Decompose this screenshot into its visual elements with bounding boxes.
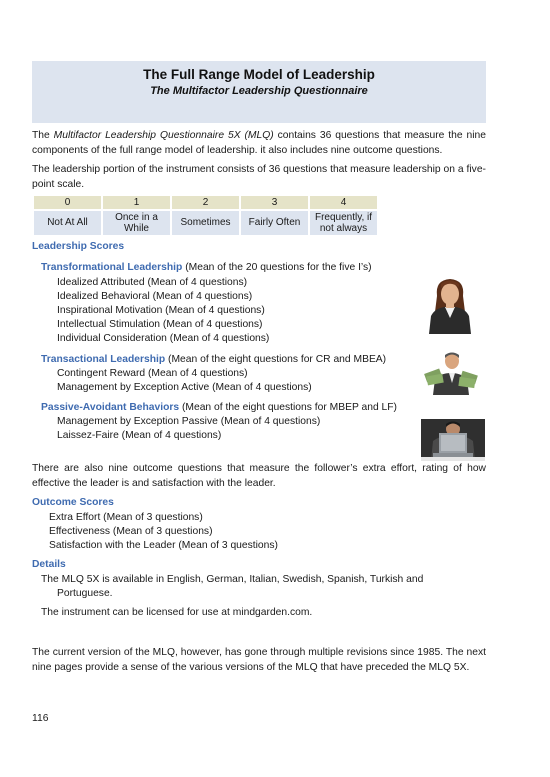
scale-label: Fairly Often — [241, 211, 308, 235]
list-item: Management by Exception Active (Mean of 4 questions) — [57, 382, 312, 393]
scale-number: 3 — [241, 196, 308, 211]
list-item: Idealized Attributed (Mean of 4 questions) — [57, 277, 248, 288]
list-item: Extra Effort (Mean of 3 questions) — [49, 512, 203, 523]
intro-paragraph-1: The Multifactor Leadership Questionnaire 5X (MLQ) contains 36 questions that measure the nine components of the full range model of leadership. it also includes nine outcome questions. — [32, 130, 487, 156]
page-title: The Full Range Model of Leadership — [143, 67, 375, 82]
person-behind-laptop-photo — [421, 419, 485, 461]
list-item: Laissez-Faire (Mean of 4 questions) — [57, 430, 222, 441]
transformational-heading: Transformational Leadership (Mean of the 20 questions for the five I’s) — [41, 262, 372, 273]
mlq-name: Multifactor Leadership Questionnaire 5X (MLQ) — [53, 130, 274, 141]
scale-number: 0 — [34, 196, 101, 211]
passive-avoidant-heading: Passive-Avoidant Behaviors (Mean of the eight questions for MBEP and LF) — [41, 402, 397, 413]
list-item: Inspirational Motivation (Mean of 4 questions) — [57, 305, 265, 316]
title-banner — [32, 61, 486, 123]
scale-label: Once in a While — [103, 211, 170, 235]
transactional-heading: Transactional Leadership (Mean of the eight questions for CR and MBEA) — [41, 354, 387, 365]
businesswoman-photo — [421, 274, 479, 334]
list-item: Contingent Reward (Mean of 4 questions) — [57, 368, 248, 379]
details-language-line-cont: Portuguese. — [57, 588, 113, 599]
page-subtitle: The Multifactor Leadership Questionnaire — [150, 85, 368, 97]
list-item: Individual Consideration (Mean of 4 questions) — [57, 333, 270, 344]
scale-label: Not At All — [34, 211, 101, 235]
man-with-money-photo — [423, 349, 479, 395]
list-item: Effectiveness (Mean of 3 questions) — [49, 526, 213, 537]
scale-number: 2 — [172, 196, 239, 211]
rating-scale-table — [32, 196, 379, 235]
outcome-scores-heading: Outcome Scores — [32, 497, 114, 508]
details-license-line: The instrument can be licensed for use at mindgarden.com. — [41, 607, 313, 618]
list-item: Idealized Behavioral (Mean of 4 questions) — [57, 291, 253, 302]
closing-paragraph: The current version of the MLQ, however, has gone through multiple revisions since 1985. The next nine pages provide a sense of the various versions of the MLQ that have preceded the MLQ 5X. — [32, 647, 486, 673]
outcome-paragraph: There are also nine outcome questions that measure the follower’s extra effort, rating of how effective the leader is and satisfaction with the leader. — [32, 463, 486, 489]
scale-number: 1 — [103, 196, 170, 211]
details-language-line: The MLQ 5X is available in English, German, Italian, Swedish, Spanish, Turkish and — [41, 574, 424, 585]
details-heading: Details — [32, 559, 66, 570]
scale-label: Sometimes — [172, 211, 239, 235]
leadership-scores-heading: Leadership Scores — [32, 241, 125, 252]
scale-number: 4 — [310, 196, 377, 211]
intro-paragraph-2: The leadership portion of the instrument consists of 36 questions that measure leadership on a five-point scale. — [32, 164, 486, 190]
list-item: Satisfaction with the Leader (Mean of 3 questions) — [49, 540, 278, 551]
scale-label: Frequently, if not always — [310, 211, 377, 235]
list-item: Management by Exception Passive (Mean of 4 questions) — [57, 416, 321, 427]
list-item: Intellectual Stimulation (Mean of 4 questions) — [57, 319, 263, 330]
page-number: 116 — [32, 713, 49, 724]
